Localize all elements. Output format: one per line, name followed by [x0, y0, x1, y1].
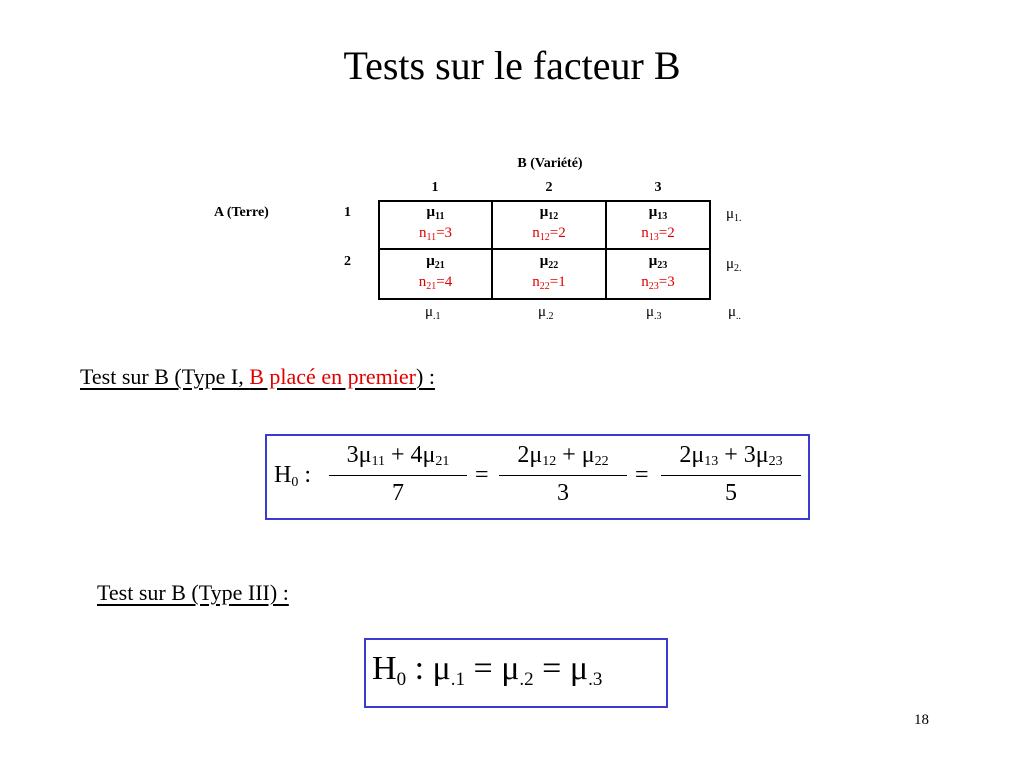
col-margin-1: $\mu_{.1}$ — [425, 304, 441, 322]
slide-title: Tests sur le facteur B — [343, 43, 681, 88]
h0-symbol: H0 : — [274, 462, 312, 490]
fraction-2: $\frac{2\mu 12 + \mu 22}{3}$ — [499, 442, 627, 507]
col-label-3: 3 — [654, 180, 662, 195]
table-row — [379, 201, 710, 249]
grand-margin: $\mu_{..}$ — [728, 304, 742, 322]
page-number: 18 — [914, 712, 929, 728]
row-label-1: 1 — [344, 205, 351, 220]
equals-sign-2: = — [635, 462, 649, 488]
type3-equation: H0 : μ.1 = μ.2 = μ.3 — [372, 650, 603, 690]
row-margin-2: $\mu_{2.}$ — [726, 256, 742, 274]
row-margin-1: $\mu_{1.}$ — [726, 206, 742, 224]
col-margin-3: $\mu_{.3}$ — [646, 304, 662, 322]
table-cell: $\mu_{13}$ $n_{13}=2$ — [606, 201, 710, 249]
table-cell: $\mu_{22}$ $n_{22}=1$ — [492, 249, 606, 299]
col-label-1: 1 — [431, 180, 439, 195]
col-margin-2: $\mu_{.2}$ — [538, 304, 554, 322]
means-table — [378, 200, 711, 300]
col-label-2: 2 — [545, 180, 553, 195]
table-row — [379, 249, 710, 299]
fraction-1: $\frac{3\mu 11 + 4\mu 21}{7}$ — [329, 442, 467, 507]
equals-sign-1: = — [475, 462, 489, 488]
row-label-2: 2 — [344, 254, 351, 269]
test-type3-label: Test sur B (Type III) : — [97, 580, 289, 605]
test-type1-label: Test sur B (Type I, B placé en premier) : — [80, 364, 435, 389]
table-cell: $\mu_{21}$ $n_{21}=4$ — [379, 249, 492, 299]
fraction-3: $\frac{2\mu 13 + 3\mu 23}{5}$ — [661, 442, 801, 507]
factor-a-header: A (Terre) — [214, 205, 269, 220]
table-cell: $\mu_{11}$ $n_{11}=3$ — [379, 201, 492, 249]
type1-hypothesis-box — [265, 434, 810, 520]
factor-b-header: B (Variété) — [517, 156, 583, 171]
table-cell: $\mu_{12}$ $n_{12}=2$ — [492, 201, 606, 249]
table-cell: $\mu_{23}$ $n_{23}=3$ — [606, 249, 710, 299]
type3-hypothesis-box — [364, 638, 668, 708]
